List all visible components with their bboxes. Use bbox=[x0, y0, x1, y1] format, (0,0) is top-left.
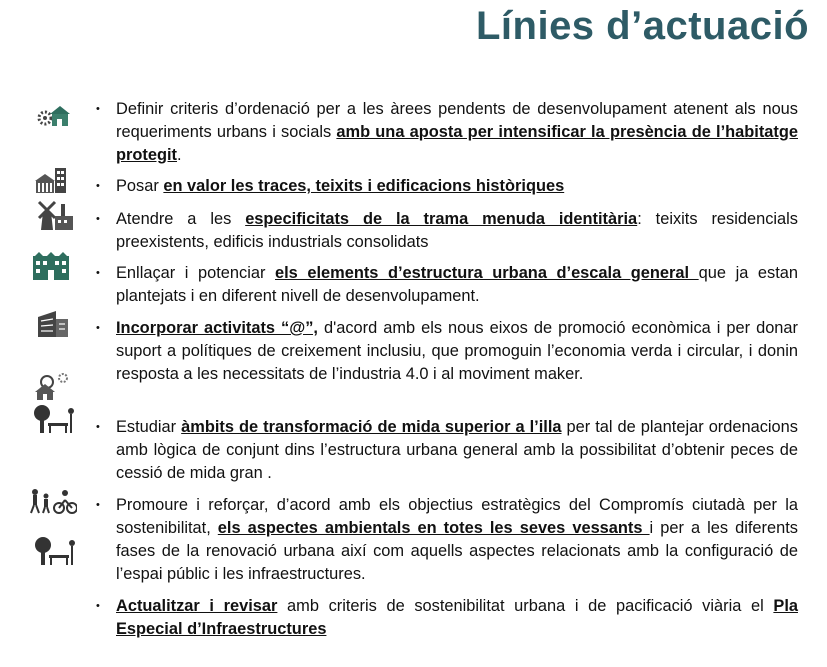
office-tower-icon bbox=[38, 311, 68, 337]
list-item bbox=[96, 98, 798, 167]
list-item bbox=[96, 494, 798, 586]
emphasis-text: els elements d’estructura urbana d’escala general bbox=[275, 264, 699, 282]
windmill-factory-icon bbox=[35, 200, 75, 232]
residential-block-icon bbox=[33, 252, 69, 280]
list-item bbox=[96, 208, 798, 254]
bullet: • bbox=[96, 267, 100, 279]
emphasis-text: en valor les traces, teixits i edificacions històriques bbox=[163, 177, 565, 195]
body-text: d'acord amb els nous eixos de promoció econòmica i per donar suport a polítiques de creixement inclusiu, que promoguin l’economia verda i circular, i donin resposta a les necessitats de l’industria 4.0 i al moviment maker. bbox=[116, 319, 799, 383]
bullet: • bbox=[96, 103, 100, 115]
bullet: • bbox=[96, 499, 100, 511]
historic-building-icon bbox=[35, 168, 67, 194]
bullet: • bbox=[96, 600, 100, 612]
list-item bbox=[96, 317, 798, 386]
emphasis-text: àmbits de transformació de mida superior a l’illa bbox=[181, 418, 562, 436]
bullet: • bbox=[96, 322, 100, 334]
body-text: Posar bbox=[116, 177, 164, 195]
page-title: Línies d’actuació bbox=[475, 4, 809, 48]
emphasis-text: Incorporar activitats “@”, bbox=[116, 319, 318, 337]
bullet: • bbox=[96, 180, 100, 192]
emphasis-text: Actualitzar i revisar bbox=[116, 597, 278, 615]
emphasis-text: especificitats de la trama menuda identitària bbox=[245, 210, 638, 228]
body-text: Enllaçar i potenciar bbox=[116, 264, 275, 282]
emphasis-text: Pla Especial d’Infraestructures bbox=[116, 597, 798, 638]
body-text: Promoure i reforçar, d’acord amb els objectius estratègics del Compromís ciutadà per la sostenibilitat, bbox=[116, 496, 798, 537]
tree-bench-icon bbox=[33, 537, 77, 567]
body-text: Definir criteris d’ordenació per a les àrees pendents de desenvolupament atenent als nous requeriments urbans i socials bbox=[116, 100, 798, 141]
tree-bench-icon bbox=[32, 405, 76, 435]
body-text: Estudiar bbox=[116, 418, 182, 436]
body-text: amb criteris de sostenibilitat urbana i de pacificació viària el bbox=[277, 597, 774, 615]
body-text: per tal de plantejar ordenacions amb lògica de conjunt dins l’estructura urbana general amb la possibilitat d’obtenir peces de cessió de mida gran . bbox=[116, 418, 798, 482]
gear-house-icon bbox=[36, 104, 70, 128]
body-text: Atendre a les bbox=[116, 210, 246, 228]
body-text: : teixits residencials preexistents, edificis industrials consolidats bbox=[116, 210, 798, 251]
bullet: • bbox=[96, 421, 100, 433]
bullet: • bbox=[96, 213, 100, 225]
list-item bbox=[96, 262, 798, 308]
body-text: que ja estan plantejats i en diferent nivell de desenvolupament. bbox=[116, 264, 798, 305]
maker-lightbulb-icon bbox=[33, 372, 71, 400]
emphasis-text: amb una aposta per intensificar la presència de l’habitatge protegit bbox=[116, 123, 798, 164]
list-item bbox=[96, 416, 798, 485]
pedestrians-cyclist-icon bbox=[29, 488, 77, 514]
emphasis-text: els aspectes ambientals en totes les seves vessants bbox=[217, 519, 650, 537]
list-item bbox=[96, 595, 798, 641]
body-text: . bbox=[177, 146, 182, 164]
list-item bbox=[96, 175, 798, 198]
body-text: i per a les diferents fases de la renovació urbana així com aquells aspectes relacionats amb la configuració de l’espai públic i les infraestructures. bbox=[116, 519, 798, 583]
